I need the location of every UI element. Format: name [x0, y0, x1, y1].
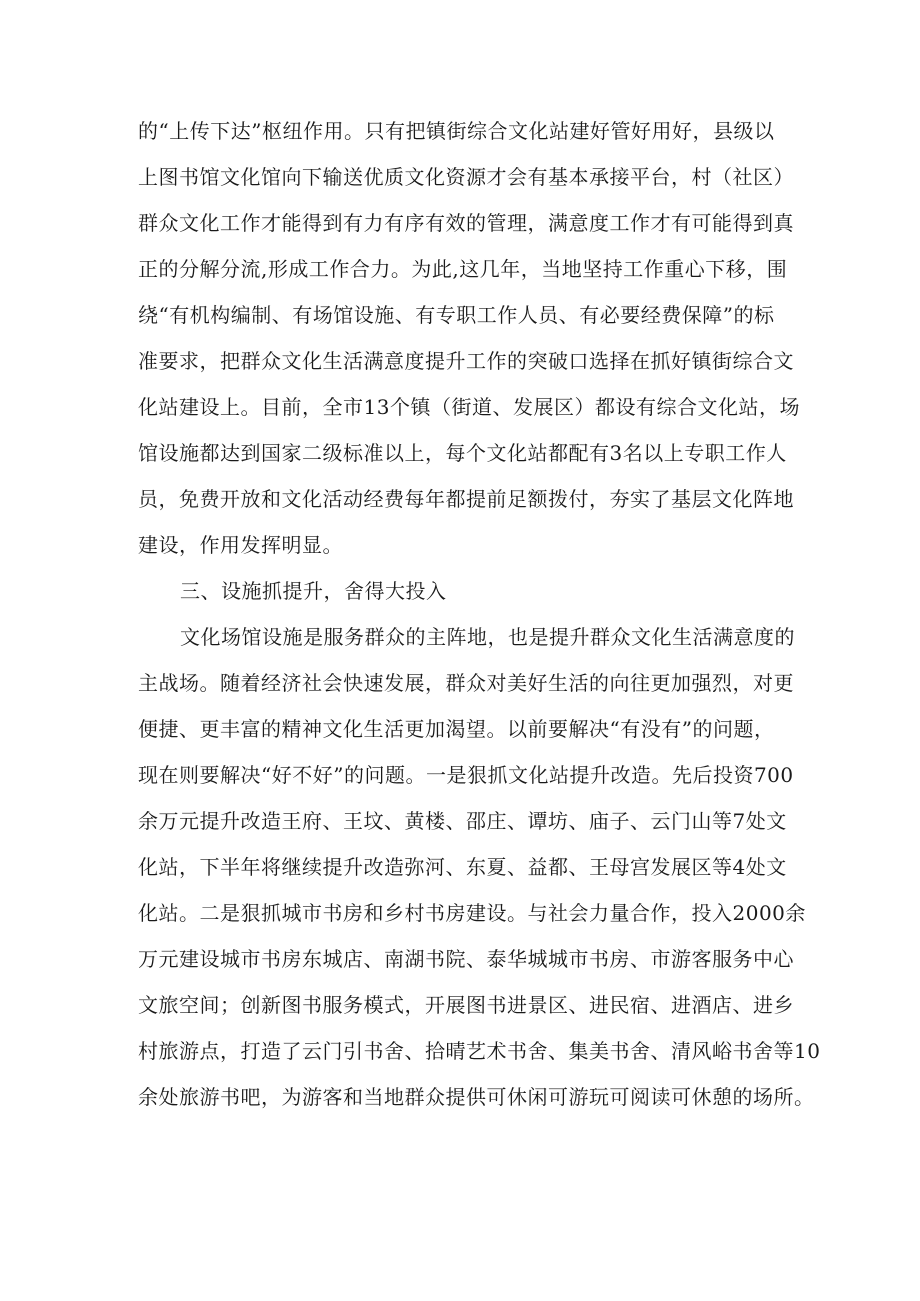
text-line: 便捷、更丰富的精神文化生活更加渴望。以前要解决“有没有”的问题，	[138, 717, 775, 741]
text-line: 村旅游点，打造了云门引书舍、拾晴艺术书舍、集美书舍、清风峪书舍等10	[138, 1039, 821, 1063]
text-line: 现在则要解决“好不好”的问题。一是狠抓文化站提升改造。先后投资700	[138, 763, 794, 787]
section-heading: 三、设施抓提升，舍得大投入	[180, 579, 447, 603]
text-line: 主战场。随着经济社会快速发展，群众对美好生活的向往更加强烈，对更	[138, 671, 794, 695]
text-line: 上图书馆文化馆向下输送优质文化资源才会有基本承接平台，村（社区）	[138, 165, 794, 189]
text-line: 化站，下半年将继续提升改造弥河、东夏、益都、王母宫发展区等4处文	[138, 855, 787, 879]
text-line: 万元建设城市书房东城店、南湖书院、泰华城城市书房、市游客服务中心	[138, 947, 794, 971]
text-line: 正的分解分流,形成工作合力。为此,这几年，当地坚持工作重心下移，围	[138, 257, 788, 281]
document-body	[138, 108, 821, 1120]
text-line: 余处旅游书吧，为游客和当地群众提供可休闲可游玩可阅读可休憩的场所。	[138, 1085, 815, 1109]
text-line: 化站。二是狠抓城市书房和乡村书房建设。与社会力量合作，投入2000余	[138, 901, 806, 925]
paragraph-1	[138, 108, 798, 568]
text-line: 建设，作用发挥明显。	[138, 533, 343, 557]
text-line: 余万元提升改造王府、王坟、黄楼、邵庄、谭坊、庙子、云门山等7处文	[138, 809, 787, 833]
text-line: 文化场馆设施是服务群众的主阵地，也是提升群众文化生活满意度的	[180, 625, 795, 649]
text-line: 文旅空间；创新图书服务模式，开展图书进景区、进民宿、进酒店、进乡	[138, 993, 794, 1017]
text-line: 绕“有机构编制、有场馆设施、有专职工作人员、有必要经费保障”的标	[138, 303, 775, 327]
text-line: 准要求，把群众文化生活满意度提升工作的突破口选择在抓好镇街综合文	[138, 349, 794, 373]
paragraph-2	[138, 614, 821, 1120]
text-line: 的“上传下达”枢纽作用。只有把镇街综合文化站建好管好用好，县级以	[138, 119, 775, 143]
text-line: 群众文化工作才能得到有力有序有效的管理，满意度工作才有可能得到真	[138, 211, 794, 235]
text-line: 员，免费开放和文化活动经费每年都提前足额拨付，夯实了基层文化阵地	[138, 487, 794, 511]
text-line: 馆设施都达到国家二级标准以上，每个文化站都配有3名以上专职工作人	[138, 441, 787, 465]
text-line: 化站建设上。目前，全市13个镇（街道、发展区）都设有综合文化站，场	[138, 395, 800, 419]
